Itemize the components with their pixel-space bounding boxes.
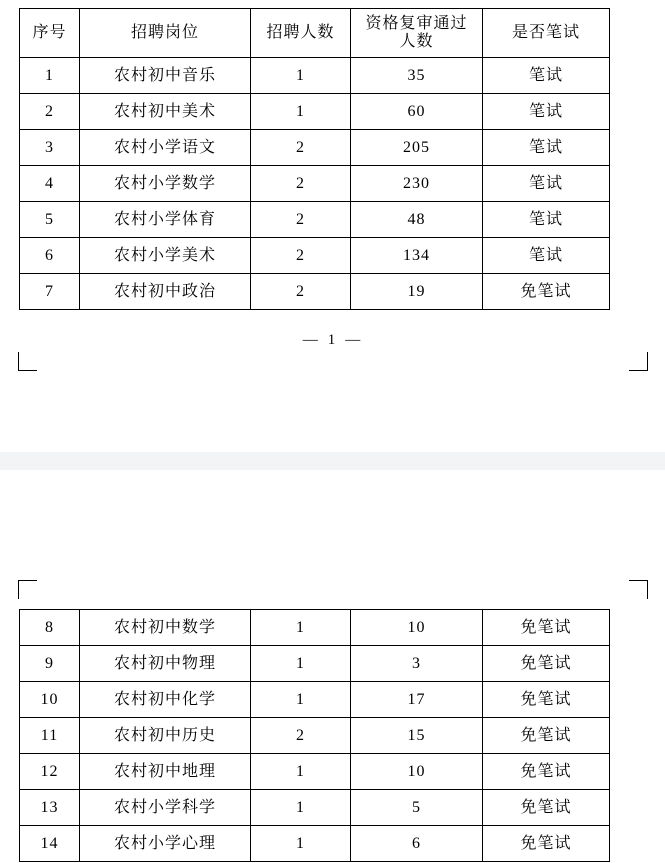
cell-exam: 免笔试 [483, 790, 610, 826]
cell-passed: 5 [351, 790, 483, 826]
cell-post: 农村小学数学 [80, 166, 251, 202]
cell-exam: 笔试 [483, 130, 610, 166]
table-row [20, 58, 610, 94]
footer-dash-left: — [302, 332, 320, 348]
cell-count: 2 [251, 238, 351, 274]
cell-passed: 48 [351, 202, 483, 238]
cell-index: 4 [20, 166, 80, 202]
cell-exam: 免笔试 [483, 610, 610, 646]
cell-passed: 205 [351, 130, 483, 166]
crop-mark-bottom-right [629, 352, 648, 371]
cell-count: 1 [251, 826, 351, 862]
table-row [20, 94, 610, 130]
cell-index: 2 [20, 94, 80, 130]
cell-index: 9 [20, 646, 80, 682]
cell-count: 2 [251, 130, 351, 166]
cell-passed: 35 [351, 58, 483, 94]
cell-passed: 230 [351, 166, 483, 202]
cell-post: 农村小学心理 [80, 826, 251, 862]
cell-passed: 10 [351, 610, 483, 646]
cell-post: 农村小学美术 [80, 238, 251, 274]
table-row [20, 826, 610, 862]
cell-post: 农村初中历史 [80, 718, 251, 754]
table-row [20, 718, 610, 754]
cell-index: 7 [20, 274, 80, 310]
cell-post: 农村小学科学 [80, 790, 251, 826]
column-header-passed-line2: 人数 [399, 33, 434, 50]
cell-exam: 免笔试 [483, 682, 610, 718]
table-row [20, 274, 610, 310]
cell-passed: 3 [351, 646, 483, 682]
cell-exam: 免笔试 [483, 646, 610, 682]
cell-index: 11 [20, 718, 80, 754]
footer-dash-right: — [345, 332, 363, 348]
table-row [20, 166, 610, 202]
cell-count: 2 [251, 166, 351, 202]
cell-index: 13 [20, 790, 80, 826]
cell-passed: 6 [351, 826, 483, 862]
table-header-row [20, 9, 610, 58]
cell-post: 农村初中物理 [80, 646, 251, 682]
cell-index: 14 [20, 826, 80, 862]
cell-count: 1 [251, 94, 351, 130]
table-row [20, 682, 610, 718]
page-separator-band [0, 452, 665, 470]
cell-index: 6 [20, 238, 80, 274]
crop-mark-bottom-left [18, 352, 37, 371]
column-header-passed-line1: 资格复审通过 [365, 14, 468, 32]
table-row [20, 130, 610, 166]
cell-post: 农村小学体育 [80, 202, 251, 238]
cell-index: 1 [20, 58, 80, 94]
table-row [20, 790, 610, 826]
cell-exam: 免笔试 [483, 718, 610, 754]
cell-passed: 10 [351, 754, 483, 790]
table-row [20, 646, 610, 682]
cell-count: 1 [251, 646, 351, 682]
cell-count: 1 [251, 610, 351, 646]
page-footer [0, 332, 665, 349]
cell-count: 2 [251, 274, 351, 310]
cell-passed: 60 [351, 94, 483, 130]
page-break-spacer [0, 400, 665, 460]
table-row [20, 610, 610, 646]
cell-exam: 笔试 [483, 94, 610, 130]
crop-mark-top-right [629, 580, 648, 599]
cell-passed: 19 [351, 274, 483, 310]
cell-exam: 笔试 [483, 58, 610, 94]
column-header-count: 招聘人数 [251, 9, 351, 58]
cell-count: 1 [251, 682, 351, 718]
cell-post: 农村初中美术 [80, 94, 251, 130]
cell-index: 10 [20, 682, 80, 718]
cell-exam: 笔试 [483, 166, 610, 202]
cell-passed: 15 [351, 718, 483, 754]
recruitment-table-page2 [19, 609, 610, 862]
cell-post: 农村初中政治 [80, 274, 251, 310]
cell-index: 8 [20, 610, 80, 646]
cell-exam: 笔试 [483, 202, 610, 238]
column-header-post: 招聘岗位 [80, 9, 251, 58]
cell-exam: 免笔试 [483, 754, 610, 790]
table-row [20, 754, 610, 790]
document-page-1 [0, 0, 665, 400]
cell-post: 农村小学语文 [80, 130, 251, 166]
cell-count: 2 [251, 718, 351, 754]
table-row [20, 238, 610, 274]
cell-exam: 免笔试 [483, 274, 610, 310]
cell-post: 农村初中地理 [80, 754, 251, 790]
document-page-2 [0, 470, 665, 863]
cell-passed: 17 [351, 682, 483, 718]
column-header-exam: 是否笔试 [483, 9, 610, 58]
cell-passed: 134 [351, 238, 483, 274]
recruitment-table-page1 [19, 8, 610, 310]
cell-count: 1 [251, 754, 351, 790]
cell-index: 12 [20, 754, 80, 790]
cell-exam: 笔试 [483, 238, 610, 274]
cell-post: 农村初中音乐 [80, 58, 251, 94]
table-row [20, 202, 610, 238]
column-header-index: 序号 [20, 9, 80, 58]
cell-index: 3 [20, 130, 80, 166]
cell-post: 农村初中化学 [80, 682, 251, 718]
footer-page-number: 1 [327, 332, 338, 348]
cell-count: 1 [251, 790, 351, 826]
cell-count: 2 [251, 202, 351, 238]
cell-index: 5 [20, 202, 80, 238]
cell-count: 1 [251, 58, 351, 94]
cell-exam: 免笔试 [483, 826, 610, 862]
crop-mark-top-left [18, 580, 37, 599]
cell-post: 农村初中数学 [80, 610, 251, 646]
column-header-passed [351, 9, 483, 58]
